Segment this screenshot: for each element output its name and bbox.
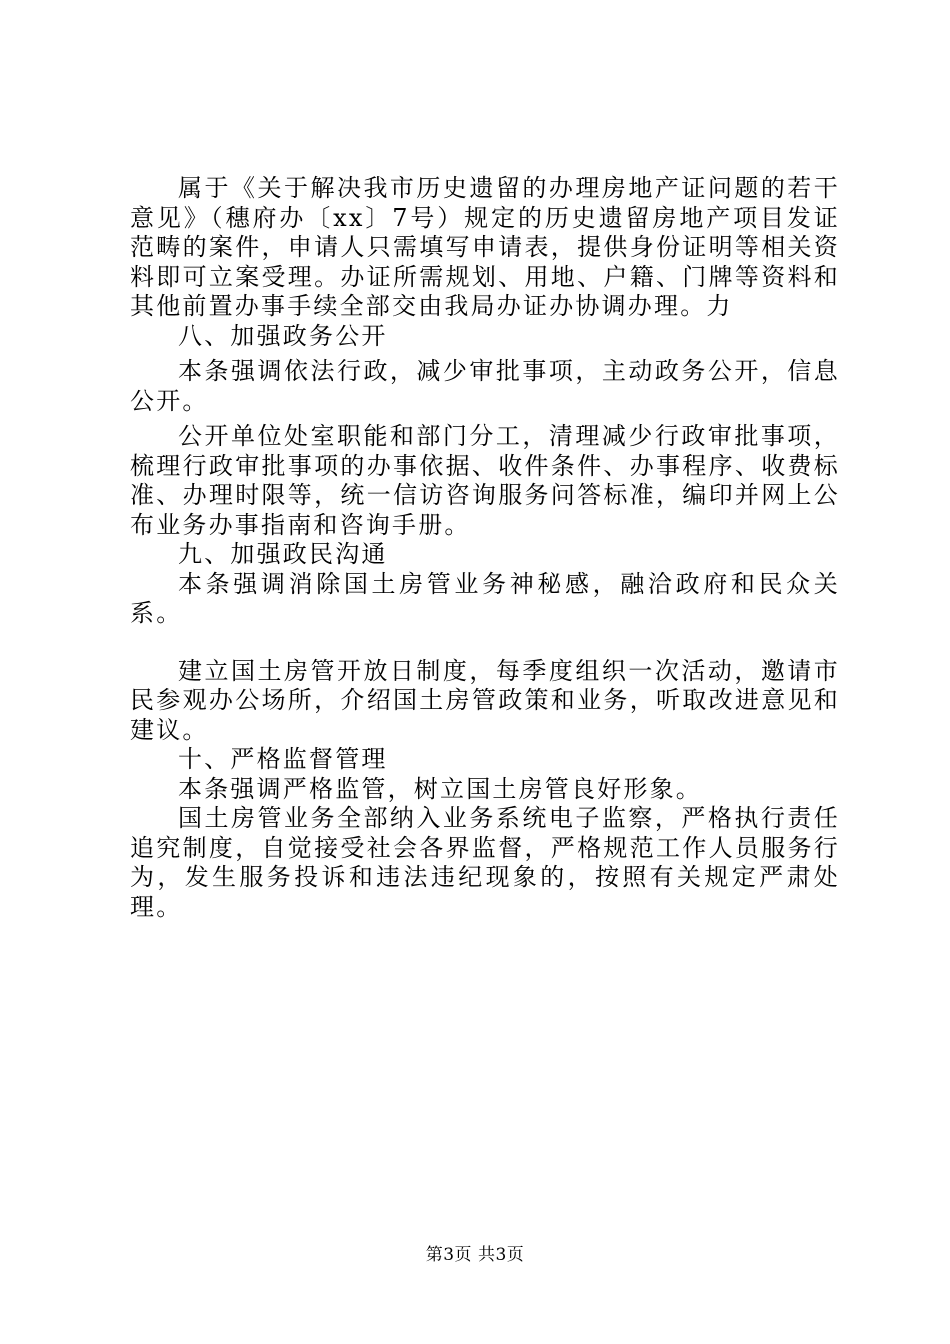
paragraph-ten-detail: 国土房管业务全部纳入业务系统电子监察，严格执行责任追究制度，自觉接受社会各界监督，严格规范工作人员服务行为，发生服务投诉和违法违纪现象的，按照有关规定严肃处理。 [130,804,840,921]
paragraph-eight-summary: 本条强调依法行政，减少审批事项，主动政务公开，信息公开。 [130,357,840,415]
paragraph-historical-property: 属于《关于解决我市历史遗留的办理房地产证问题的若干意见》（穗府办〔xx〕7号）规定的历史遗留房地产项目发证范畴的案件，申请人只需填写申请表，提供身份证明等相关资料即可立案受理。办证所需规划、用地、户籍、门牌等资料和其他前置办事手续全部交由我局办证办协调办理。力 [130,174,840,320]
document-body [130,174,840,922]
paragraph-eight-detail: 公开单位处室职能和部门分工，清理减少行政审批事项，梳理行政审批事项的办事依据、收件条件、办事程序、收费标准、办理时限等，统一信访咨询服务问答标准，编印并网上公布业务办事指南和咨询手册。 [130,422,840,539]
paragraph-nine-detail: 建立国土房管开放日制度，每季度组织一次活动，邀请市民参观办公场所，介绍国土房管政策和业务，听取改进意见和建议。 [130,656,840,744]
section-heading-nine: 九、加强政民沟通 [178,540,388,568]
page-number-footer: 第3页 共3页 [425,1245,525,1265]
section-heading-eight: 八、加强政务公开 [178,321,388,350]
section-heading-ten: 十、严格监督管理 [178,745,388,773]
paragraph-nine-summary: 本条强调消除国土房管业务神秘感，融洽政府和民众关系。 [130,569,840,627]
paragraph-ten-summary: 本条强调严格监管，树立国土房管良好形象。 [178,774,702,803]
